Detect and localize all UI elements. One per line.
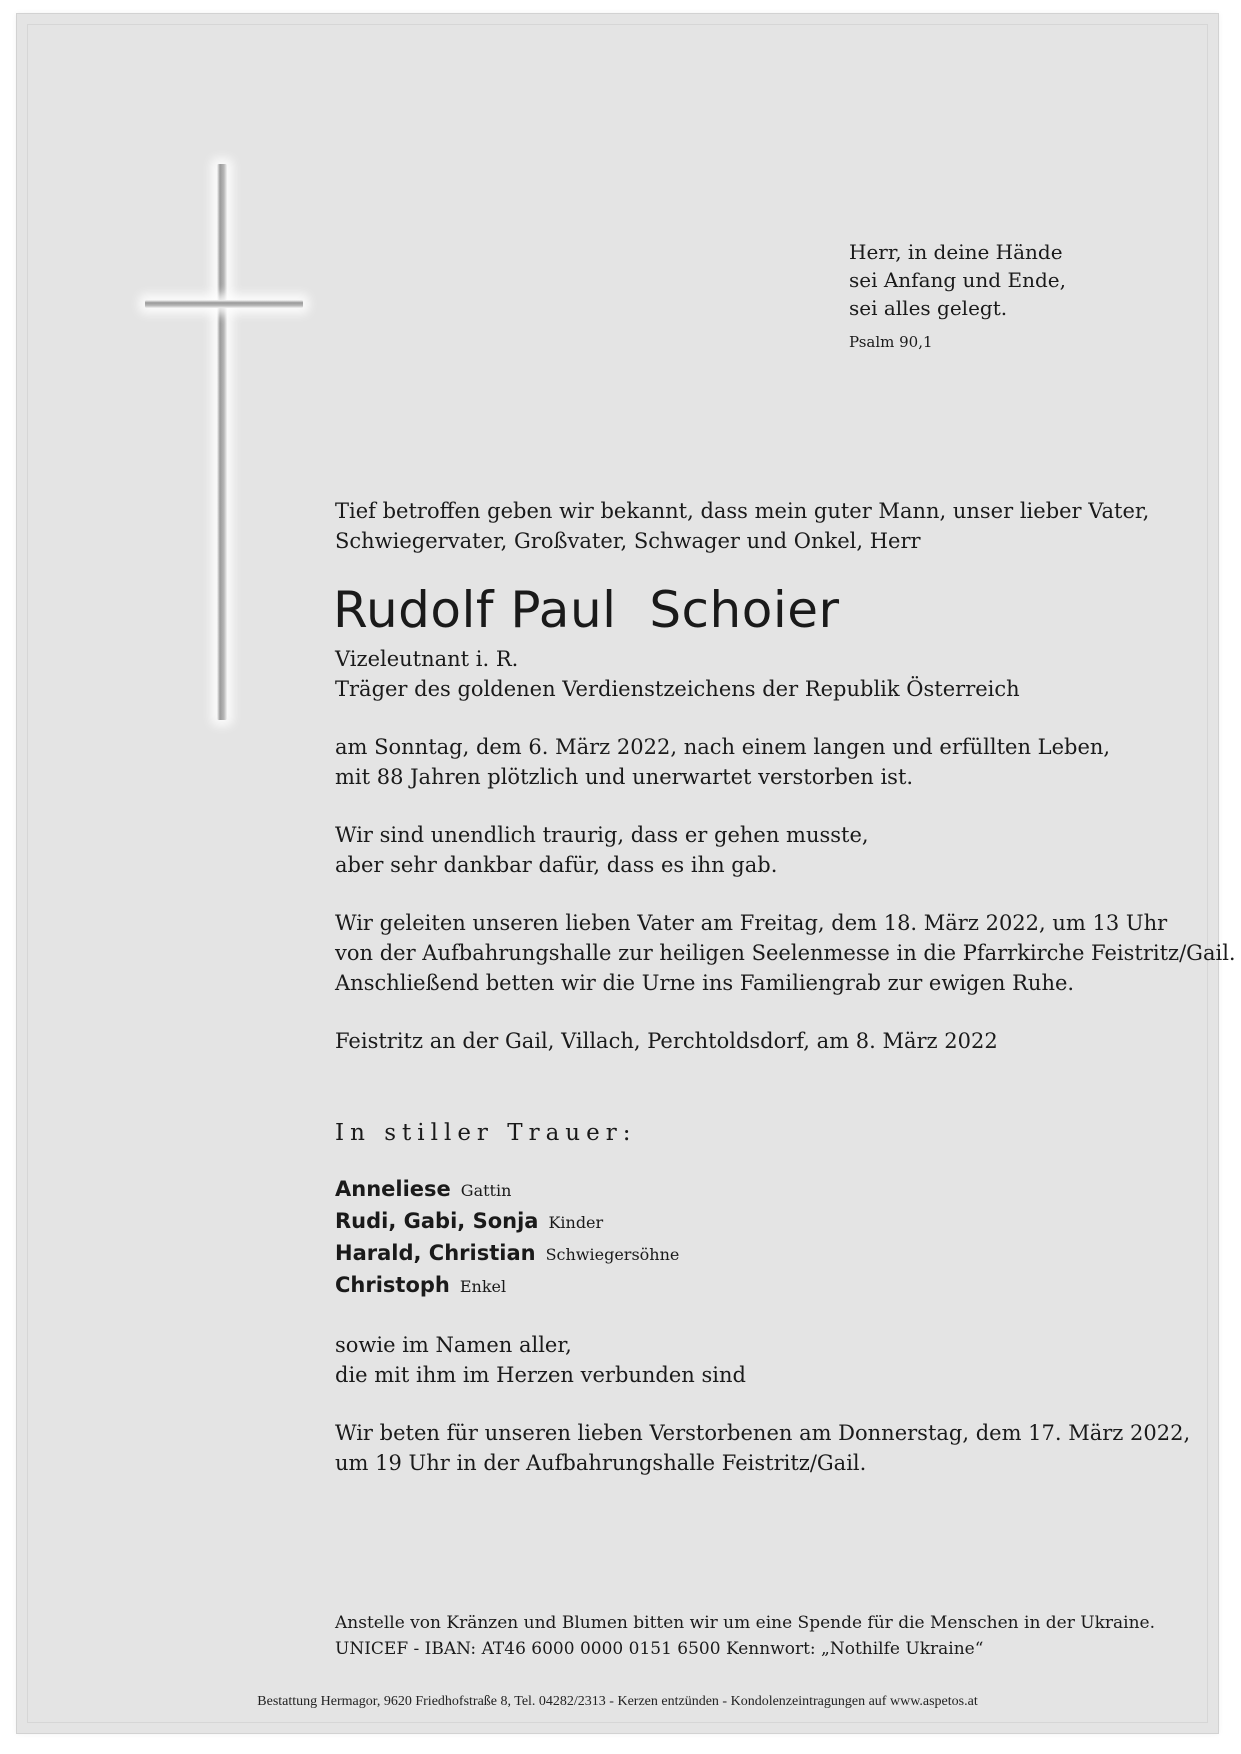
obituary-sheet: [17, 14, 1236, 1733]
relative-row: [335, 1270, 1195, 1302]
relative-name: Anneliese: [335, 1177, 451, 1201]
funeral-paragraph: [335, 908, 1236, 998]
prayer-line: um 19 Uhr in der Aufbahrungshalle Feistritz/Gail.: [335, 1451, 867, 1475]
relative-role: Schwiegersöhne: [545, 1245, 680, 1264]
prayer-line: Wir beten für unseren lieben Verstorbenen am Donnerstag, dem 17. März 2022,: [335, 1421, 1191, 1445]
obituary-body: [333, 496, 1236, 1478]
relative-name: Harald, Christian: [335, 1241, 536, 1265]
prayer-paragraph: [335, 1418, 1195, 1478]
cross-icon: [145, 164, 305, 724]
relative-name: Rudi, Gabi, Sonja: [335, 1209, 539, 1233]
relative-name: Christoph: [335, 1273, 450, 1297]
intro-line: Tief betroffen geben wir bekannt, dass mein guter Mann, unser lieber Vater,: [335, 499, 1150, 523]
deceased-name: Rudolf Paul Schoier: [333, 581, 840, 639]
others-paragraph: [335, 1330, 1195, 1390]
gratitude-line: aber sehr dankbar dafür, dass es ihn gab.: [335, 853, 778, 877]
funeral-line: Wir geleiten unseren lieben Vater am Freitag, dem 18. März 2022, um 13 Uhr: [335, 911, 1168, 935]
funeral-line: Anschließend betten wir die Urne ins Familiengrab zur ewigen Ruhe.: [335, 971, 1075, 995]
others-line: die mit ihm im Herzen verbunden sind: [335, 1363, 746, 1387]
donation-line: Anstelle von Kränzen und Blumen bitten wir um eine Spende für die Menschen in der Ukraine.: [335, 1613, 1156, 1633]
death-notice-line: am Sonntag, dem 6. März 2022, nach einem langen und erfüllten Leben,: [335, 735, 1111, 759]
death-notice-paragraph: [335, 732, 1195, 792]
intro-paragraph: [335, 496, 1195, 556]
relative-row: [335, 1174, 1195, 1206]
psalm-line: sei alles gelegt.: [849, 296, 1008, 320]
deceased-titles: [335, 644, 1195, 704]
mourning-heading: In stiller Trauer:: [335, 1120, 637, 1146]
psalm-line: sei Anfang und Ende,: [849, 268, 1066, 292]
donation-note: [335, 1610, 1155, 1662]
relative-row: [335, 1206, 1195, 1238]
psalm-reference: Psalm 90,1: [849, 333, 933, 351]
death-notice-line: mit 88 Jahren plötzlich und unerwartet verstorben ist.: [335, 765, 914, 789]
deceased-title: Vizeleutnant i. R.: [335, 647, 519, 671]
deceased-title: Träger des goldenen Verdienstzeichens der Republik Österreich: [335, 677, 1020, 701]
relative-row: [335, 1238, 1195, 1270]
psalm-quote: [849, 238, 1066, 356]
cross-vertical-beam: [217, 164, 227, 720]
others-line: sowie im Namen aller,: [335, 1333, 572, 1357]
relatives-list: [335, 1174, 1195, 1302]
donation-line: UNICEF - IBAN: AT46 6000 0000 0151 6500 Kennwort: „Nothilfe Ukraine“: [335, 1639, 984, 1659]
undertaker-footer: Bestattung Hermagor, 9620 Friedhofstraße 8, Tel. 04282/2313 - Kerzen entzünden - Kondolenzeintragungen auf www.aspetos.at: [257, 1694, 978, 1709]
relative-role: Enkel: [459, 1277, 507, 1296]
cross-horizontal-beam: [145, 300, 303, 308]
relative-role: Kinder: [548, 1213, 604, 1232]
intro-line: Schwiegervater, Großvater, Schwager und Onkel, Herr: [335, 529, 921, 553]
place-date-line: Feistritz an der Gail, Villach, Perchtoldsdorf, am 8. März 2022: [335, 1029, 998, 1053]
relative-role: Gattin: [460, 1181, 512, 1200]
place-date: [335, 1026, 1195, 1056]
psalm-line: Herr, in deine Hände: [849, 240, 1063, 264]
funeral-line: von der Aufbahrungshalle zur heiligen Seelenmesse in die Pfarrkirche Feistritz/Gail.: [335, 941, 1236, 965]
gratitude-line: Wir sind unendlich traurig, dass er gehen musste,: [335, 823, 869, 847]
gratitude-paragraph: [335, 820, 1195, 880]
